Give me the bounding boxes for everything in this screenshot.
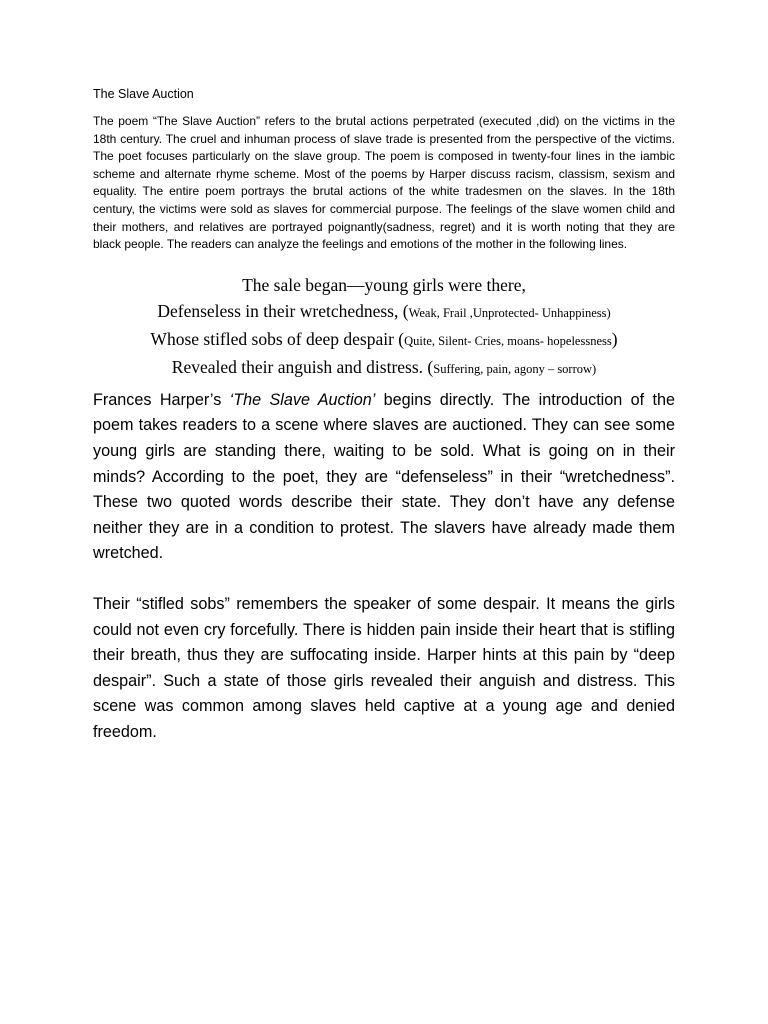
poem-title-italic: ‘The Slave Auction’ (229, 390, 376, 409)
poem-line-4 (93, 354, 675, 382)
poem-gloss-close: ) (611, 328, 618, 349)
poem-line-3 (93, 326, 675, 354)
document-title: The Slave Auction (93, 87, 194, 101)
intro-paragraph: The poem “The Slave Auction” refers to the brutal actions perpetrated (executed ,did) on the victims in the 18th century. The cruel and inhuman process of slave trade is presented from the perspective of the victims. The poet focuses particularly on the slave group. The poem is composed in twenty-four lines in the iambic scheme and alternate rhyme scheme. Most of the poems by Harper discuss racism, classism, sexism and equality. The entire poem portrays the brutal actions of the white tradesmen on the slaves. In the 18th century, the victims were sold as slaves for commercial purpose. The feelings of the slave women child and their mothers, and relatives are portrayed poignantly(sadness, regret) and it is worth noting that they are black people. The readers can analyze the feelings and emotions of the mother in the following lines. (93, 114, 675, 252)
analysis-paragraph-2: Their “stifled sobs” remembers the speaker of some despair. It means the girls could not even cry forcefully. There is hidden pain inside their heart that is stifling their breath, thus they are suffocating inside. Harper hints at this pain by “deep despair”. Such a state of those girls revealed their anguish and distress. This scene was common among slaves held captive at a young age and denied freedom. (93, 594, 675, 741)
poem-line-text: Defenseless in their wretchedness, ( (157, 300, 409, 321)
document-page (93, 86, 675, 745)
analysis-paragraph-1 (93, 388, 675, 567)
poem-gloss: Quite, Silent- Cries, moans- hopelessness (404, 333, 612, 348)
poem-line-1 (93, 272, 675, 298)
poem-line-text: Revealed their anguish and distress. ( (171, 356, 434, 377)
paragraph-lead: Frances Harper’s (93, 390, 230, 409)
poem-excerpt (93, 272, 675, 382)
poem-gloss: Suffering, pain, agony – sorrow) (433, 361, 597, 376)
poem-line-text: The sale began—young girls were there, (242, 274, 526, 295)
poem-line-2 (93, 298, 675, 326)
poem-line-text: Whose stifled sobs of deep despair ( (150, 328, 405, 349)
poem-gloss: Weak, Frail ,Unprotected- Unhappiness) (408, 305, 611, 320)
paragraph-body: begins directly. The introduction of the poem takes readers to a scene where slaves are auctioned. They can see some young girls are standing there, waiting to be sold. What is going on in their minds? According to the poet, they are “defenseless” in their “wretchedness”. These two quoted words describe their state. They don’t have any defense neither they are in a condition to protest. The slavers have already made them wretched. (93, 390, 675, 563)
